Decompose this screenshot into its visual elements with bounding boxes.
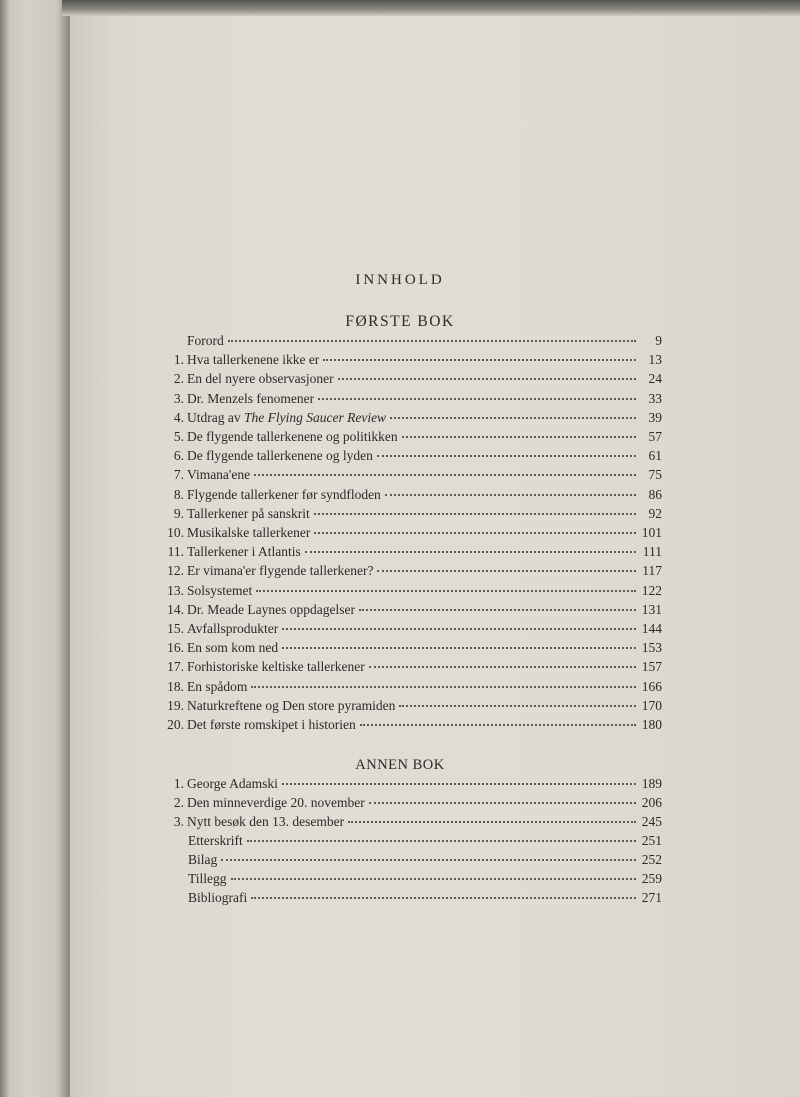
toc-entry-page: 144 — [641, 621, 662, 636]
toc-entry-number: 11. — [167, 544, 184, 560]
dot-leader — [360, 724, 636, 726]
dot-leader — [377, 455, 636, 457]
toc-entry-label: Flygende tallerkener før syndfloden — [187, 486, 381, 502]
dot-leader — [318, 398, 636, 400]
toc-entry-number: 19. — [167, 697, 184, 713]
toc-entry-page: 189 — [641, 776, 662, 791]
toc-entry — [158, 506, 662, 526]
toc-entry-number: 15. — [167, 621, 184, 636]
toc-entry-number: 7. — [173, 467, 184, 483]
toc-entry — [158, 487, 662, 507]
toc-entry — [158, 776, 662, 796]
toc-entry-label: Avfallsprodukter — [187, 621, 279, 636]
dot-leader — [359, 609, 636, 611]
dot-leader — [254, 474, 636, 476]
toc-entry-number: 9. — [173, 505, 184, 521]
toc-entry-page: 157 — [641, 659, 662, 675]
toc-entry-page: 206 — [641, 795, 662, 810]
toc-entry — [158, 679, 662, 699]
dot-leader — [348, 821, 636, 823]
toc-entry-label: En spådom — [187, 678, 248, 694]
toc-entry — [158, 583, 662, 603]
dot-leader — [228, 340, 636, 342]
toc-entry-page: 33 — [648, 390, 662, 406]
toc-entry-label: Solsystemet — [187, 582, 253, 598]
toc-title: INNHOLD — [355, 272, 445, 288]
dot-leader — [399, 705, 636, 707]
toc-entry-number: 1. — [173, 352, 184, 368]
dot-leader — [247, 840, 636, 842]
toc-entry-page: 75 — [648, 467, 662, 483]
dot-leader — [338, 378, 636, 380]
toc-entry-page: 245 — [641, 814, 662, 829]
dot-leader — [369, 666, 636, 668]
toc-entry-number: 18. — [167, 678, 184, 694]
toc-entry-label: Musikalske tallerkener — [187, 525, 311, 540]
toc-entry-page: 170 — [641, 697, 662, 713]
book2-title: ANNEN BOK — [355, 757, 445, 773]
toc-entry — [158, 852, 662, 872]
toc-entry-label: Forord — [187, 333, 224, 348]
toc-entry-number: 5. — [173, 429, 184, 444]
toc-entry-page: 131 — [641, 601, 662, 617]
dot-leader — [221, 859, 636, 861]
toc-entry-page: 86 — [648, 486, 662, 502]
dot-leader — [251, 686, 636, 688]
toc-entry-label: En del nyere observasjoner — [187, 371, 334, 387]
dot-leader — [390, 417, 636, 419]
toc-entry-page: 252 — [641, 852, 662, 867]
toc-entry-label: Utdrag av The Flying Saucer Review — [187, 409, 387, 425]
toc-entry-label: De flygende tallerkenene og lyden — [187, 448, 373, 464]
toc-entry — [158, 448, 662, 468]
toc-entry-label: Tallerkener i Atlantis — [187, 544, 301, 560]
toc-entry-label: Dr. Meade Laynes oppdagelser — [187, 601, 355, 617]
toc-entry-page: 39 — [648, 409, 662, 425]
dot-leader — [282, 628, 636, 630]
toc-entry-number: 10. — [167, 525, 184, 540]
dot-leader — [251, 897, 636, 899]
toc-entry — [158, 814, 662, 834]
toc-entry — [158, 795, 662, 815]
toc-entry-italic-title: The Flying Saucer Review — [243, 409, 387, 425]
toc-entry-page: 92 — [648, 505, 662, 521]
dot-leader — [305, 551, 636, 553]
toc-entry-label: Bibliografi — [188, 890, 248, 905]
toc-entry-number: 3. — [173, 390, 184, 406]
toc-entry-label: Dr. Menzels fenomener — [187, 390, 315, 406]
toc-entry-number: 12. — [167, 563, 184, 579]
toc-entry-label: De flygende tallerkenene og politikken — [187, 429, 398, 444]
toc-entry-page: 166 — [641, 678, 662, 694]
toc-entry-page: 24 — [648, 371, 662, 387]
toc-entry — [158, 525, 662, 545]
toc-entry-page: 101 — [641, 525, 662, 540]
toc-entry-label: Den minneverdige 20. november — [187, 795, 365, 810]
dot-leader — [314, 532, 636, 534]
toc-entry-page: 57 — [648, 429, 662, 444]
dot-leader — [377, 570, 636, 572]
toc-entry — [158, 429, 662, 449]
toc-entry-number: 4. — [173, 409, 184, 425]
toc-entry-page: 111 — [642, 544, 662, 560]
toc-entry — [158, 467, 662, 487]
toc-entry — [158, 659, 662, 679]
toc-entry-label: Tallerkener på sanskrit — [187, 505, 310, 521]
toc-entry-label: Etterskrift — [188, 833, 243, 848]
toc-entry-number: 2. — [173, 371, 184, 387]
toc-entry-number: 17. — [167, 659, 184, 675]
toc-entry — [158, 621, 662, 641]
toc-entry-label: Forhistoriske keltiske tallerkener — [187, 659, 365, 675]
toc-entry-number: 13. — [167, 582, 184, 598]
toc-entry-label: Det første romskipet i historien — [187, 717, 356, 732]
dot-leader — [231, 878, 636, 880]
toc-entry-number: 20. — [167, 717, 184, 732]
toc-entry — [158, 333, 662, 353]
toc-entry-number: 2. — [173, 795, 184, 810]
toc-entry-page: 153 — [641, 640, 662, 656]
toc-entry — [158, 640, 662, 660]
toc-entry-label: George Adamski — [187, 776, 278, 791]
toc-entry-label: Vimana'ene — [187, 467, 251, 483]
toc-entry — [158, 871, 662, 891]
toc-entry-label: Er vimana'er flygende tallerkener? — [187, 563, 374, 579]
toc-entry-page: 122 — [641, 582, 662, 598]
toc-entry-number: 16. — [167, 640, 184, 656]
toc-entry-label: Tillegg — [188, 871, 227, 886]
dot-leader — [314, 513, 636, 515]
toc-entry-label: Naturkreftene og Den store pyramiden — [187, 697, 396, 713]
dot-leader — [385, 494, 636, 496]
toc-entry-page: 61 — [648, 448, 662, 464]
toc-entry-number: 8. — [173, 486, 184, 502]
toc-entry — [158, 410, 662, 430]
toc-entry — [158, 833, 662, 853]
toc-entry-page: 180 — [641, 717, 662, 732]
toc-entry-number: 3. — [173, 814, 184, 829]
toc-entry — [158, 890, 662, 910]
dot-leader — [369, 802, 636, 804]
dot-leader — [282, 783, 636, 785]
toc-entry — [158, 563, 662, 583]
toc-entry-label: Hva tallerkenene ikke er — [187, 352, 320, 368]
toc-entry — [158, 602, 662, 622]
toc-entry — [158, 391, 662, 411]
toc-entry-page: 117 — [642, 563, 662, 579]
dot-leader — [402, 436, 636, 438]
toc-entry — [158, 717, 662, 737]
dot-leader — [323, 359, 636, 361]
toc-entry-number: 14. — [167, 601, 184, 617]
toc-entry-page: 251 — [641, 833, 662, 848]
toc-entry-page: 271 — [641, 890, 662, 905]
toc-entry-label: Bilag — [188, 852, 218, 867]
toc-entry-page: 259 — [641, 871, 662, 886]
page-top-edge — [62, 0, 800, 16]
dot-leader — [282, 647, 636, 649]
toc-entry-page: 9 — [655, 333, 662, 348]
dot-leader — [256, 590, 636, 592]
toc-entry — [158, 544, 662, 564]
toc-entry-number: 1. — [173, 776, 184, 791]
book1-title: FØRSTE BOK — [345, 313, 455, 330]
toc-entry-page: 13 — [648, 352, 662, 368]
toc-entry — [158, 371, 662, 391]
toc-entry-number: 6. — [173, 448, 184, 464]
toc-entry-label: En som kom ned — [187, 640, 279, 656]
toc-entry — [158, 698, 662, 718]
toc-entry-label: Nytt besøk den 13. desember — [187, 814, 345, 829]
toc-entry — [158, 352, 662, 372]
